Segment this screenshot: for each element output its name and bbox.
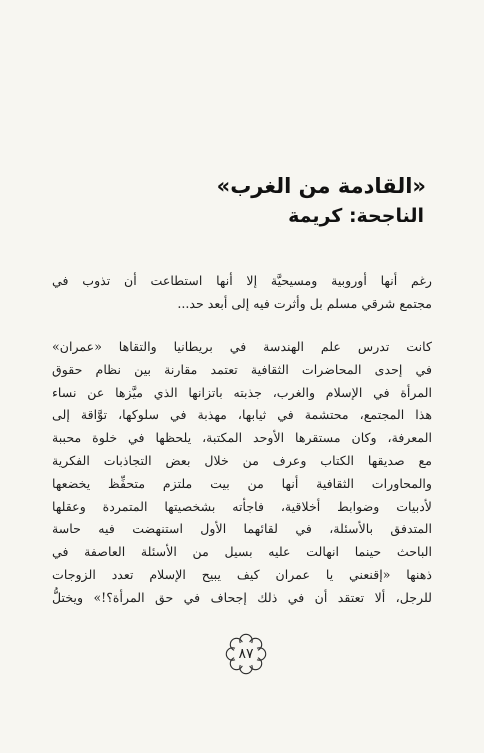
chapter-title: «القادمة من الغرب» (216, 174, 426, 198)
body-line: ذهنها «إقنعني يا عمران كيف يبيح الإسلام تعدد الزوجات (52, 566, 432, 582)
chapter-subtitle: الناجحة: كريمة (288, 205, 424, 227)
body-line: لأدبيات وضوابط أخلاقية، فاجأته بشخصيتها المتمردة وعقلها (52, 498, 432, 514)
lead-line: رغم أنها أوروبية ومسيحيَّة إلا أنها استطاعت أن تذوب في (52, 273, 432, 288)
body-line: والمحاورات الثقافية أنها من بيت ملتزم متحفِّظ يخضعها (52, 475, 432, 491)
body-line: للرجل، ألا تعتقد أن في ذلك إجحاف في حق المرأة؟!» ويختلُّ (52, 589, 432, 605)
body-line: في إحدى المحاضرات الثقافية تعتمد مقارنة بين نظام حقوق (52, 361, 432, 377)
body-line: الباحث حينما انهالت عليه بسيل من الأسئلة العاصفة في (52, 544, 432, 560)
lead-line: مجتمع شرقي مسلم بل وأثرت فيه إلى أبعد حد... (177, 295, 432, 311)
body-line: المتدفق بالأسئلة، في لقائهما الأول استنهضت فيه حاسة (52, 521, 432, 537)
page-number: ٨٧ (238, 646, 254, 662)
body-line: مع صديقها الكتاب وعرف من خلال بعض التجاذبات الفكرية (52, 452, 432, 468)
lead-paragraph (52, 270, 432, 316)
body-line: المعرفة، وكان مستقرها الأوحد المكتبة، يلحظها في خلوة محببة (52, 430, 432, 446)
page-number-ornament (224, 632, 268, 676)
body-line: كانت تدرس علم الهندسة في بريطانيا والتقاها «عمران» (52, 339, 432, 354)
body-paragraph (52, 336, 432, 610)
body-line: المرأة في الإسلام والغرب، جذبته باتزانها الذي ميَّزها عن نساء (52, 384, 432, 400)
body-line: هذا المجتمع، محتشمة في ثيابها، مهذبة في سلوكها، توَّاقة إلى (52, 407, 432, 423)
